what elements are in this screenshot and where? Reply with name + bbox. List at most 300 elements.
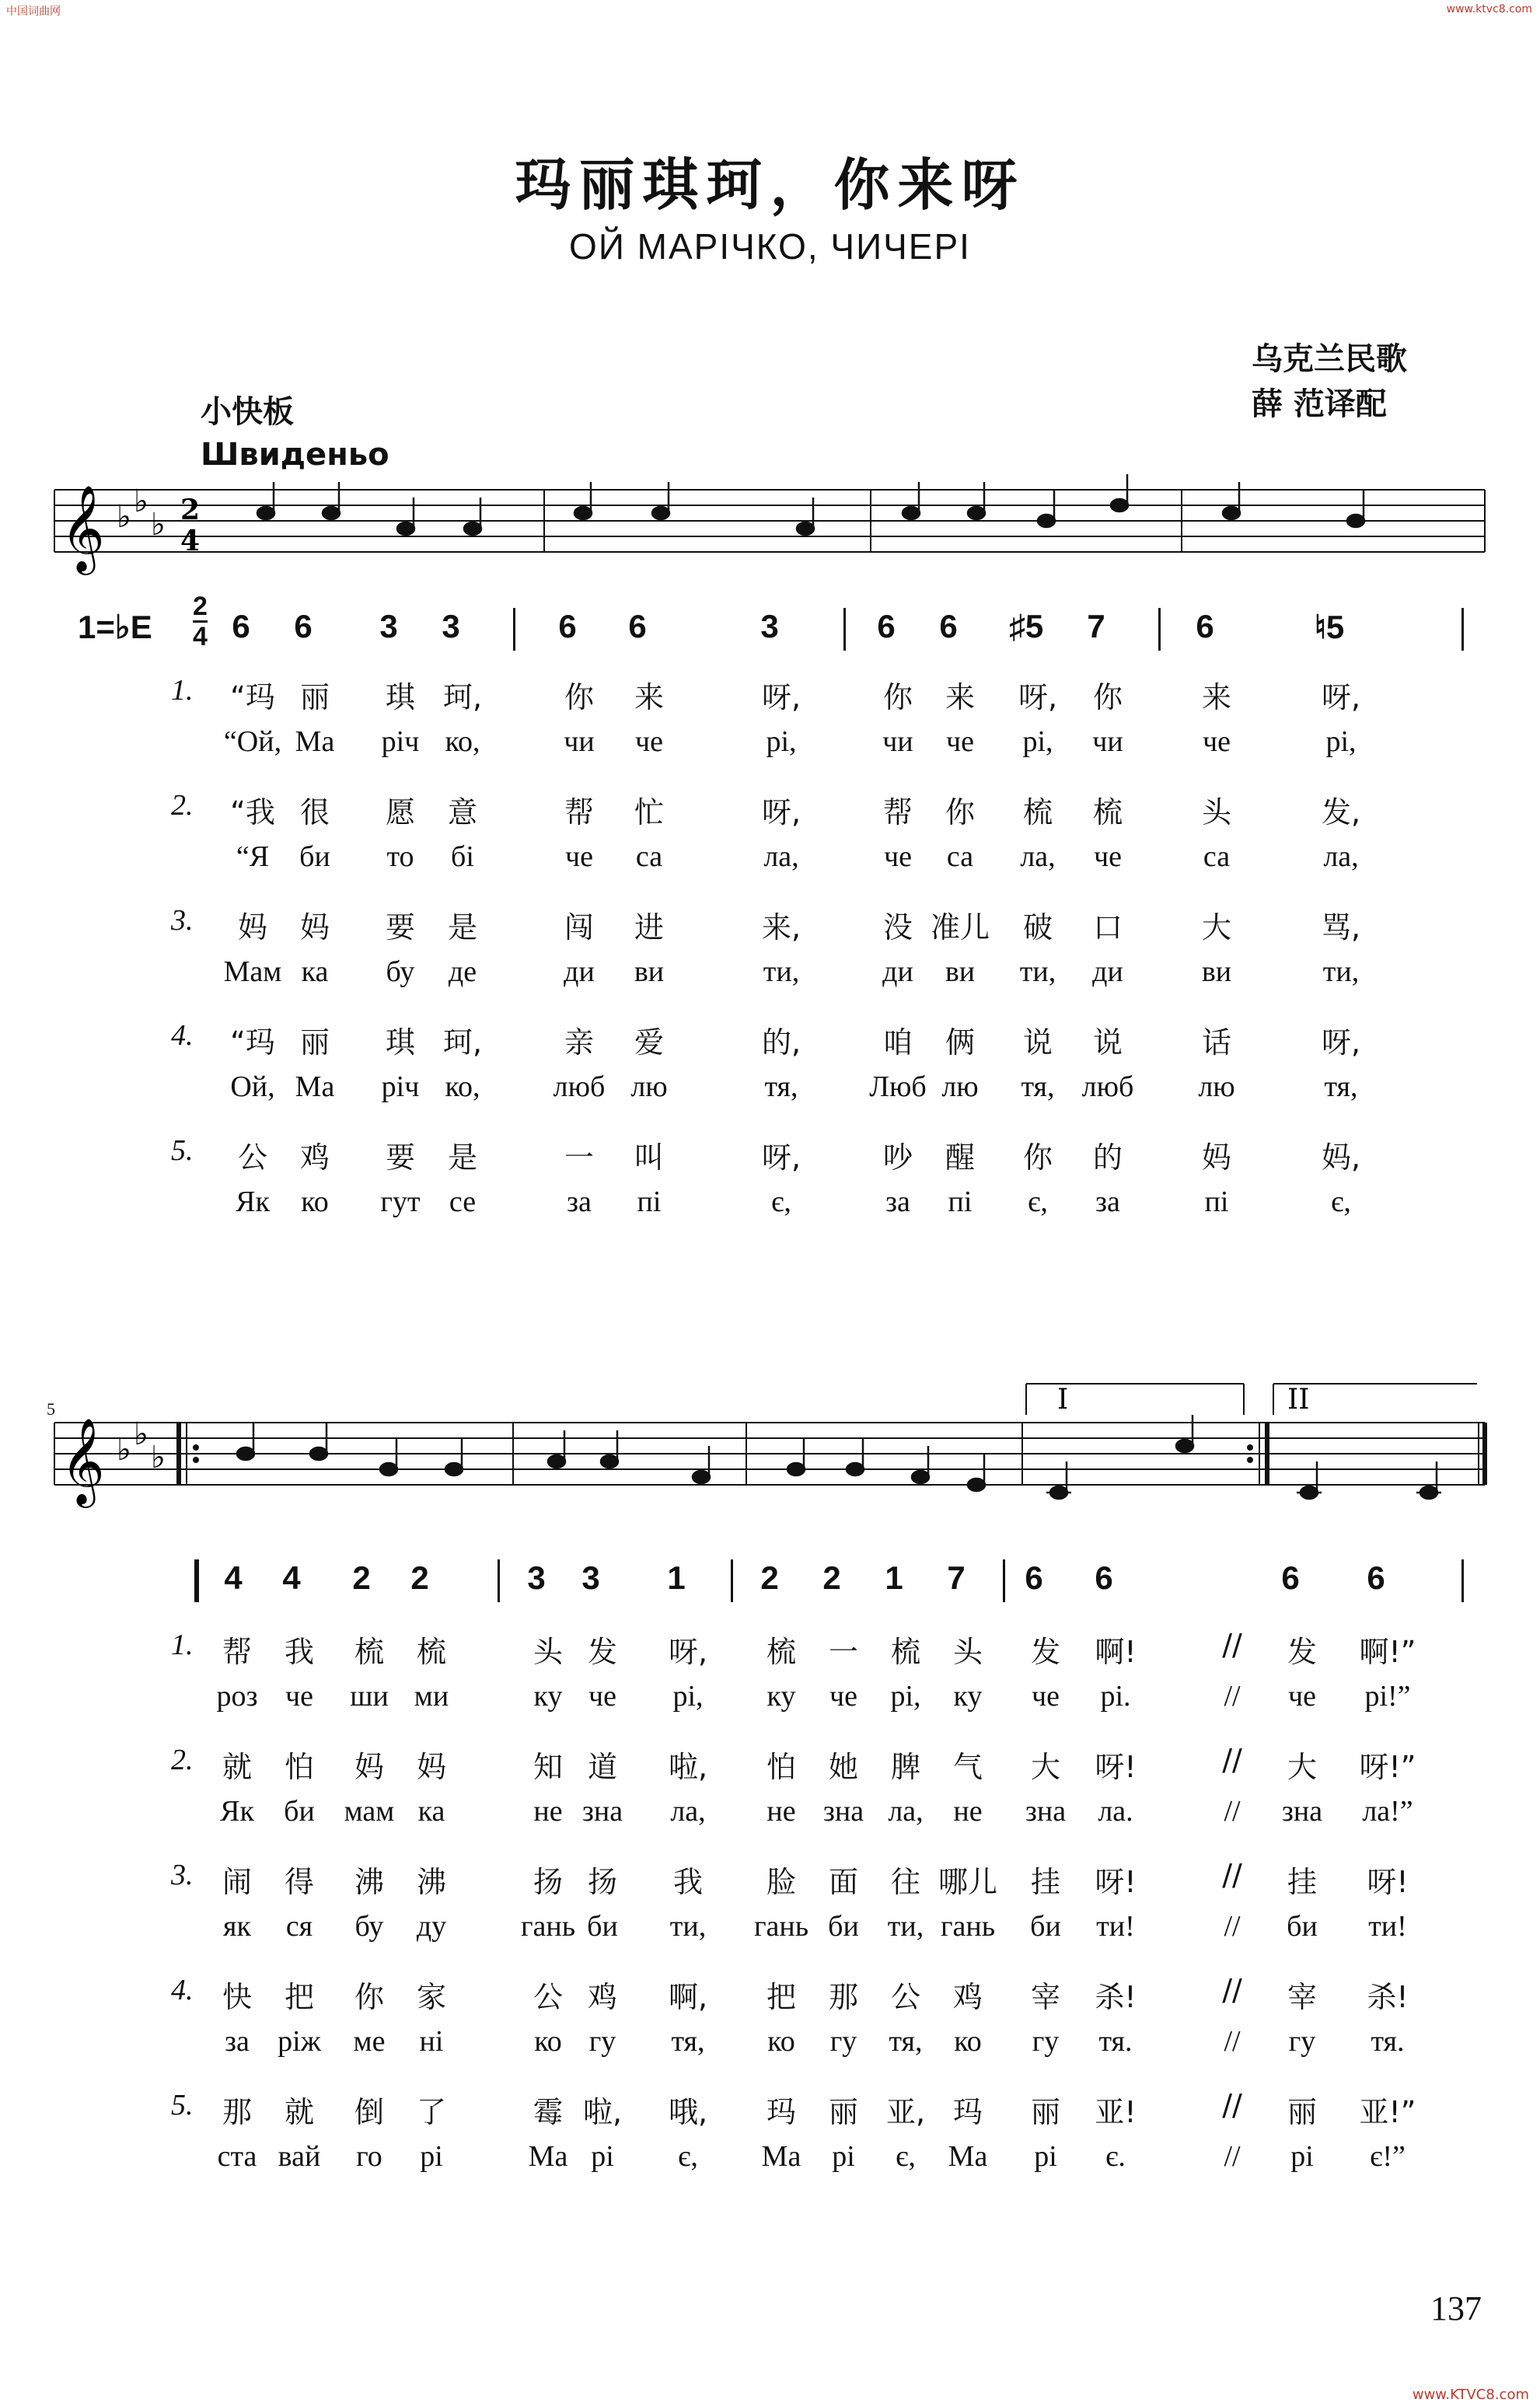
lyric-chinese: 杀! (1095, 1980, 1137, 2014)
lyric-ukrainian: ку (767, 1680, 796, 1713)
lyric-ukrainian: “Ой, (223, 725, 282, 758)
lyric-ukrainian: са (946, 840, 974, 873)
lyric-ukrainian: ви (945, 955, 976, 988)
lyric-chinese: 忙 (634, 795, 664, 829)
jianpu-note: 3 (760, 608, 779, 644)
lyric-ukrainian: ду (416, 1910, 447, 1943)
treble-clef-icon: 𝄞 (61, 484, 105, 571)
lyric-chinese: 道 (587, 1750, 617, 1784)
lyric-ukrainian: Люб (869, 1070, 927, 1103)
lyric-chinese: 哦, (668, 2095, 708, 2129)
lyric-ukrainian: ти, (1322, 955, 1360, 988)
flat-icon: ♭ (117, 1432, 131, 1468)
jianpu-note: ♮5 (1314, 609, 1345, 645)
jianpu-note: 6 (232, 608, 250, 644)
song-title-chinese: 玛丽琪珂，你来呀 (515, 152, 1025, 218)
lyric-ukrainian: гут (380, 1186, 421, 1218)
lyric-chinese: 呀! (1095, 1750, 1137, 1784)
lyric-chinese: 口 (1092, 910, 1123, 945)
lyric-chinese: 你 (1022, 1140, 1053, 1175)
lyric-chinese: 杀! (1367, 1980, 1409, 2014)
jianpu-note: 6 (877, 608, 896, 644)
lyric-chinese: 脾 (890, 1750, 920, 1784)
lyric-ukrainian: Як (236, 1186, 270, 1218)
lyric-chinese: 你 (882, 680, 913, 714)
lyric-ukrainian: зна (822, 1795, 864, 1828)
lyric-chinese: 没 (882, 910, 913, 945)
lyric-ukrainian: ди (1092, 955, 1123, 988)
lyric-ukrainian: Ма (295, 1070, 335, 1103)
lyric-ukrainian: рі, (890, 1680, 921, 1713)
lyric-chinese: 愿 (385, 795, 415, 829)
lyric-ukrainian: роз (216, 1680, 258, 1713)
lyric-chinese: // (1222, 1858, 1242, 1892)
page-number: 137 (1430, 2289, 1482, 2327)
verse-number: 1. (171, 1629, 194, 1661)
lyric-ukrainian: че (1288, 1680, 1316, 1713)
lyric-ukrainian: че (1094, 840, 1122, 873)
verse-number: 2. (171, 1744, 194, 1776)
lyric-chinese: 呀, (761, 680, 801, 714)
volta-2-label: II (1287, 1384, 1310, 1416)
lyric-chinese: 要 (385, 910, 415, 945)
lyric-ukrainian: тя, (1021, 1070, 1055, 1103)
lyric-ukrainian: Ма (528, 2140, 568, 2173)
lyric-ukrainian: ви (1201, 955, 1232, 988)
lyric-chinese: 鸡 (952, 1980, 983, 2014)
lyric-chinese: // (1222, 1628, 1242, 1662)
lyric-ukrainian: // (1224, 1680, 1241, 1713)
lyric-ukrainian: рі (420, 2140, 443, 2173)
lyric-chinese: // (1222, 1973, 1242, 2007)
lyric-ukrainian: ко (767, 2025, 795, 2058)
verse-number: 3. (171, 1859, 194, 1891)
lyric-chinese: 倒 (354, 2095, 384, 2129)
lyric-chinese: 的 (1092, 1140, 1123, 1175)
lyric-chinese: 面 (828, 1865, 858, 1899)
lyric-chinese: 咱 (882, 1025, 913, 1060)
lyric-ukrainian: за (885, 1186, 910, 1218)
lyric-ukrainian: річ (381, 725, 420, 758)
lyric-ukrainian: є, (896, 2140, 916, 2173)
lyric-chinese: 发 (1287, 1635, 1317, 1669)
lyric-ukrainian: // (1224, 1795, 1241, 1828)
lyric-chinese: 那 (222, 2095, 252, 2129)
lyric-ukrainian: ши (350, 1680, 389, 1713)
flat-icon: ♭ (117, 499, 131, 535)
lyric-ukrainian: би (299, 840, 330, 873)
lyric-ukrainian: за (567, 1186, 592, 1218)
lyric-chinese: 怕 (766, 1750, 796, 1784)
lyric-chinese: 霉 (533, 2095, 563, 2129)
lyric-chinese: 丽 (299, 680, 330, 714)
lyric-chinese: 发, (1321, 795, 1361, 829)
lyric-ukrainian: че (1203, 725, 1231, 758)
verse-number: 4. (171, 1019, 194, 1052)
lyric-ukrainian: ди (564, 955, 595, 988)
lyric-chinese: 啊! (1095, 1635, 1137, 1669)
lyric-ukrainian: ла, (763, 840, 799, 873)
lyric-chinese: 呀, (1321, 1025, 1361, 1060)
credit-origin: 乌克兰民歌 (1252, 341, 1407, 377)
lyric-ukrainian: як (223, 1910, 251, 1943)
lyric-chinese: 挂 (1030, 1865, 1060, 1899)
lyric-ukrainian: че (635, 725, 663, 758)
lyric-ukrainian: ка (417, 1795, 445, 1828)
lyric-chinese: 呀!” (1359, 1750, 1416, 1784)
lyric-chinese: 就 (222, 1750, 252, 1784)
lyric-chinese: 梳 (766, 1635, 796, 1669)
lyric-chinese: 啦, (668, 1750, 708, 1784)
lyric-chinese: 梳 (1092, 795, 1123, 829)
lyric-ukrainian: би (284, 1795, 315, 1828)
lyric-ukrainian: бу (386, 955, 415, 988)
lyric-ukrainian: ку (533, 1680, 563, 1713)
lyric-chinese: 公 (533, 1980, 563, 2014)
watermark-right: www.ktvc8.com (1446, 3, 1532, 16)
lyric-ukrainian: рі, (766, 725, 797, 758)
barline (731, 1559, 733, 1602)
lyric-ukrainian: ко, (445, 725, 480, 758)
jianpu-note: 4 (224, 1559, 243, 1596)
lyric-ukrainian: рі!” (1364, 1680, 1411, 1713)
lyric-chinese: 呀! (1367, 1865, 1409, 1899)
lyric-chinese: 啊, (668, 1980, 708, 2014)
lyric-chinese: 准儿 (930, 910, 990, 945)
jianpu-note: 6 (1281, 1559, 1300, 1596)
lyric-ukrainian: рі, (1022, 725, 1053, 758)
lyric-ukrainian: че (565, 840, 593, 873)
lyric-ukrainian: пі (637, 1186, 662, 1218)
lyric-ukrainian: ка (301, 955, 329, 988)
lyric-ukrainian: рі. (1100, 1680, 1131, 1713)
volta-1-label: I (1057, 1384, 1069, 1416)
lyric-chinese: 发 (587, 1635, 617, 1669)
lyric-chinese: “玛 (230, 680, 275, 714)
lyric-ukrainian: є. (1105, 2140, 1126, 2173)
lyric-ukrainian: ти, (669, 1910, 707, 1943)
lyric-chinese: 闯 (564, 910, 594, 945)
lyric-ukrainian: люб (1081, 1070, 1134, 1103)
lyric-chinese: 把 (766, 1980, 796, 2014)
lyric-chinese: 家 (416, 1980, 446, 2014)
tempo-ukrainian: Швиденьо (201, 437, 389, 473)
lyric-ukrainian: тя, (764, 1070, 798, 1103)
lyric-chinese: 啊!” (1359, 1635, 1416, 1669)
lyric-ukrainian: зна (581, 1795, 623, 1828)
lyric-chinese: 说 (1022, 1025, 1053, 1060)
lyric-ukrainian: є, (1028, 1186, 1048, 1218)
jianpu-row-1 (0, 608, 1540, 655)
lyric-chinese: 亚! (1095, 2095, 1137, 2129)
lyric-ukrainian: бу (354, 1910, 384, 1943)
lyric-ukrainian: // (1224, 2140, 1241, 2173)
lyric-chinese: 呀, (761, 795, 801, 829)
lyric-ukrainian: че (588, 1680, 616, 1713)
barline (513, 608, 515, 651)
lyric-chinese: 呀, (1018, 680, 1058, 714)
lyric-ukrainian: зна (1025, 1795, 1067, 1828)
flat-icon: ♭ (134, 484, 148, 519)
credit-translator: 薛 范译配 (1252, 386, 1387, 422)
lyric-chinese: 琪 (385, 1025, 415, 1060)
lyric-ukrainian: гу (1288, 2025, 1316, 2058)
lyric-chinese: 玛 (766, 2095, 796, 2129)
barline (1158, 608, 1161, 651)
lyric-ukrainian: Ма (761, 2140, 801, 2173)
lyric-chinese: 挂 (1287, 1865, 1317, 1899)
lyric-chinese: 梳 (354, 1635, 384, 1669)
lyric-chinese: 帮 (564, 795, 594, 829)
jianpu-note: 3 (581, 1559, 600, 1596)
lyric-chinese: 琪 (385, 680, 415, 714)
lyric-chinese: 呀, (668, 1635, 708, 1669)
lyric-chinese: 宰 (1030, 1980, 1060, 2014)
lyric-ukrainian: гу (1032, 2025, 1060, 2058)
lyric-chinese: 说 (1092, 1025, 1123, 1060)
lyric-ukrainian: би (1030, 1910, 1061, 1943)
jianpu-note: 2 (410, 1559, 429, 1596)
jianpu-note: 6 (939, 608, 958, 644)
lyric-chinese: 爱 (634, 1025, 664, 1060)
lyric-ukrainian: са (1203, 840, 1231, 873)
lyric-chinese: 来 (1201, 680, 1231, 714)
lyric-ukrainian: ко, (445, 1070, 480, 1103)
lyric-ukrainian: би (587, 1910, 618, 1943)
jianpu-note: 6 (1025, 1559, 1043, 1596)
lyric-chinese: 一 (564, 1140, 594, 1175)
lyric-ukrainian: не (533, 1795, 563, 1828)
lyric-chinese: 破 (1022, 910, 1053, 945)
lyric-chinese: 玛 (952, 2095, 983, 2129)
lyric-ukrainian: рі, (672, 1680, 704, 1713)
lyric-ukrainian: Ма (948, 2140, 988, 2173)
lyric-chinese: 梳 (1022, 795, 1053, 829)
flat-icon: ♭ (151, 1440, 166, 1475)
lyric-chinese: 得 (284, 1865, 314, 1899)
lyric-ukrainian: ла, (1323, 840, 1359, 873)
lyric-chinese: 呀, (761, 1140, 801, 1175)
lyric-ukrainian: // (1224, 2025, 1241, 2058)
jianpu-note: 2 (352, 1559, 371, 1596)
lyric-ukrainian: ти, (1019, 955, 1056, 988)
lyric-ukrainian: тя, (671, 2025, 705, 2058)
lyric-ukrainian: мам (344, 1795, 395, 1828)
lyric-ukrainian: рі (1034, 2140, 1057, 2173)
lyric-ukrainian: є!” (1370, 2140, 1406, 2173)
jianpu-note: 7 (1087, 608, 1105, 644)
lyric-chinese: 鸡 (299, 1140, 330, 1175)
lyric-ukrainian: че (884, 840, 912, 873)
lyric-chinese: 她 (828, 1750, 858, 1784)
time-signature-bottom: 4 (180, 525, 201, 557)
lyric-ukrainian: че (829, 1680, 857, 1713)
lyric-chinese: 公 (890, 1980, 920, 2014)
watermark-left: 中国词曲网 (6, 5, 61, 18)
barline (1003, 1559, 1005, 1602)
verse-number: 4. (171, 1974, 194, 2006)
lyric-ukrainian: Як (220, 1795, 254, 1828)
lyric-ukrainian: пі (1204, 1186, 1229, 1218)
lyric-chinese: 公 (237, 1140, 267, 1175)
jianpu-note: 4 (282, 1559, 301, 1596)
lyric-ukrainian: лю (941, 1070, 979, 1103)
lyric-ukrainian: че (1032, 1680, 1060, 1713)
lyric-ukrainian: ти, (763, 955, 800, 988)
lyric-chinese: // (1222, 1743, 1242, 1777)
lyric-chinese: 来 (945, 680, 975, 714)
lyric-ukrainian: ла, (1020, 840, 1056, 873)
jianpu-note: 3 (442, 608, 460, 644)
lyric-chinese: 妈 (354, 1750, 384, 1784)
lyric-chinese: 往 (890, 1865, 920, 1899)
lyric-chinese: 梳 (890, 1635, 920, 1669)
jianpu-note: 6 (628, 608, 647, 644)
jianpu-note: 7 (947, 1559, 966, 1596)
lyric-ukrainian: зна (1281, 1795, 1323, 1828)
measure-number: 5 (47, 1399, 55, 1419)
lyric-chinese: 把 (284, 1980, 314, 2014)
jianpu-note: 2 (760, 1559, 779, 1596)
verse-number: 5. (171, 2089, 194, 2121)
lyric-chinese: 头 (1201, 795, 1231, 829)
lyric-ukrainian: “Я (236, 840, 270, 873)
lyric-chinese: 是 (447, 910, 477, 945)
lyric-chinese: 我 (672, 1865, 703, 1899)
lyric-ukrainian: би (1287, 1910, 1318, 1943)
lyric-ukrainian: рі (1290, 2140, 1314, 2173)
jianpu-note: 1 (885, 1559, 903, 1596)
lyric-chinese: 沸 (416, 1865, 446, 1899)
lyric-ukrainian: ла, (670, 1795, 706, 1828)
jianpu-note: 6 (1367, 1559, 1385, 1596)
lyric-chinese: 是 (447, 1140, 477, 1175)
barline (498, 1559, 500, 1602)
jianpu-note: 6 (1095, 1559, 1113, 1596)
watermark-bottom: www.KTVC8.com (1412, 2387, 1529, 2403)
staff-system-2 (47, 1376, 1493, 1508)
jianpu-note: 1 (667, 1559, 686, 1596)
lyric-ukrainian: ми (414, 1680, 449, 1713)
lyric-ukrainian: са (635, 840, 663, 873)
jianpu-note: 6 (558, 608, 577, 644)
lyric-chinese: 帮 (882, 795, 913, 829)
lyric-chinese: 气 (952, 1750, 983, 1784)
lyric-ukrainian: чи (1092, 725, 1123, 758)
lyric-chinese: 亚, (885, 2095, 926, 2129)
lyric-chinese: // (1222, 2088, 1242, 2122)
lyric-ukrainian: ку (953, 1680, 983, 1713)
lyric-chinese: 珂, (442, 680, 483, 714)
lyric-ukrainian: ди (882, 955, 913, 988)
tempo-chinese: 小快板 (201, 394, 294, 430)
lyric-chinese: 大 (1201, 910, 1231, 945)
lyric-ukrainian: ти, (887, 1910, 924, 1943)
lyric-chinese: 快 (222, 1980, 252, 2014)
lyric-chinese: 妈, (1321, 1140, 1361, 1175)
lyric-chinese: 珂, (442, 1025, 483, 1060)
verse-number: 1. (171, 674, 194, 707)
lyric-chinese: 进 (634, 910, 664, 945)
lyric-chinese: 吵 (882, 1140, 913, 1175)
lyric-ukrainian: ся (285, 1910, 313, 1943)
lyric-chinese: 扬 (587, 1865, 617, 1899)
lyric-ukrainian: тя. (1098, 2025, 1133, 2058)
jianpu-note: 6 (1196, 608, 1214, 644)
jianpu-note: 3 (527, 1559, 546, 1596)
jianpu-note: ♯5 (1008, 608, 1044, 644)
lyric-chinese: 你 (1092, 680, 1123, 714)
lyric-ukrainian: ко (534, 2025, 562, 2058)
barline (1461, 1559, 1464, 1602)
lyric-ukrainian: че (285, 1680, 313, 1713)
lyric-chinese: 就 (284, 2095, 314, 2129)
lyric-chinese: 妈 (416, 1750, 446, 1784)
verse-number: 3. (171, 904, 194, 937)
barline (843, 608, 846, 651)
lyric-ukrainian: Мам (223, 955, 282, 988)
lyric-ukrainian: то (386, 840, 414, 873)
lyric-chinese: 你 (564, 680, 594, 714)
flat-icon: ♭ (134, 1416, 148, 1452)
lyric-ukrainian: є, (1331, 1186, 1351, 1218)
lyric-chinese: 呀, (1321, 680, 1361, 714)
lyric-ukrainian: чи (882, 725, 913, 758)
lyric-ukrainian: го (356, 2140, 382, 2173)
lyric-chinese: 你 (354, 1980, 384, 2014)
lyric-chinese: 扬 (533, 1865, 563, 1899)
lyric-ukrainian: ла, (888, 1795, 924, 1828)
lyric-ukrainian: річ (381, 1070, 420, 1103)
lyric-chinese: 丽 (1030, 2095, 1060, 2129)
lyric-chinese: 梳 (416, 1635, 446, 1669)
lyric-ukrainian: ко (954, 2025, 982, 2058)
lyric-ukrainian: є, (678, 2140, 698, 2173)
jianpu-time-signature: 2 4 (193, 592, 208, 651)
lyric-ukrainian: рі, (1325, 725, 1357, 758)
verse-number: 5. (171, 1134, 194, 1167)
lyric-chinese: 哪儿 (938, 1865, 997, 1899)
jianpu-row-2 (0, 1559, 1540, 1606)
lyric-chinese: “玛 (230, 1025, 275, 1060)
lyric-ukrainian: за (225, 2025, 250, 2058)
lyric-chinese: 啦, (582, 2095, 623, 2129)
lyric-ukrainian: ме (353, 2025, 386, 2058)
lyric-chinese: 鸡 (587, 1980, 617, 2014)
lyric-ukrainian: ла. (1098, 1795, 1133, 1828)
lyric-ukrainian: тя, (1324, 1070, 1358, 1103)
lyric-ukrainian: вай (278, 2140, 321, 2173)
lyric-chinese: 的, (761, 1025, 801, 1060)
lyric-chinese: 来 (634, 680, 664, 714)
lyric-chinese: 大 (1287, 1750, 1317, 1784)
lyric-ukrainian: тя, (889, 2025, 923, 2058)
lyric-chinese: 发 (1030, 1635, 1060, 1669)
lyric-chinese: 脸 (766, 1865, 796, 1899)
lyric-ukrainian: ко (301, 1186, 329, 1218)
lyric-ukrainian: не (953, 1795, 983, 1828)
notes-system-2 (237, 1415, 1441, 1499)
lyric-ukrainian: рі (591, 2140, 614, 2173)
lyric-chinese: 骂, (1321, 910, 1361, 945)
lyric-ukrainian: ла!” (1362, 1795, 1413, 1828)
lyric-chinese: 妈 (1201, 1140, 1231, 1175)
lyric-ukrainian: бі (451, 840, 474, 873)
lyric-chinese: 丽 (828, 2095, 858, 2129)
staff-system-1 (47, 466, 1493, 575)
lyric-chinese: 怕 (284, 1750, 314, 1784)
barline (1461, 608, 1464, 651)
